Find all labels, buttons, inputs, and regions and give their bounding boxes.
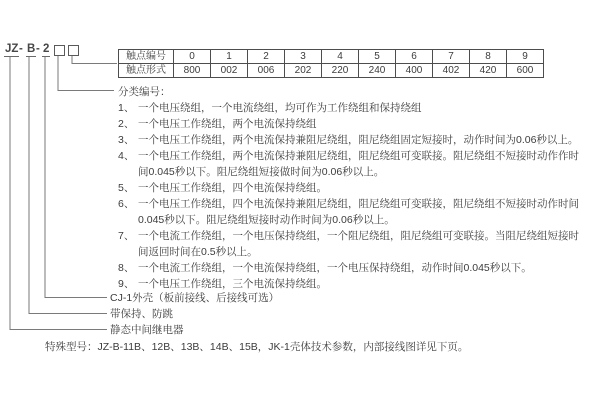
item-text: 0.045秒以下。阻尼绕组短接时动作时间为0.06秒以上。 [138,214,395,226]
item-marker [118,244,138,260]
contact-form-label: 触点形式 [119,64,174,78]
leader-retain [29,57,107,314]
label-retain-antipump: 带保持、防跳 [110,308,173,320]
contact-number-cell: 3 [285,50,322,64]
classification-item [118,180,596,196]
classification-item [118,228,596,244]
item-text: 一个电压工作绕组，四个电流保持绕组。 [138,182,327,194]
item-marker: 1、 [118,102,135,114]
contact-form-cell: 600 [507,64,544,78]
label-static-relay: 静态中间继电器 [110,324,184,336]
classification-item-continuation [118,164,596,180]
contact-form-cell: 002 [211,64,248,78]
model-code-separator: - [36,43,40,55]
contact-form-cell: 402 [433,64,470,78]
item-marker: 4、 [118,150,135,162]
item-marker: 7、 [118,230,135,242]
classification-item [118,148,596,164]
item-text: 一个电压工作绕组，两个电流保持绕组 [138,118,317,130]
item-marker: 5、 [118,182,135,194]
leader-relay [10,57,107,330]
leader-contact-table [72,56,117,64]
contact-form-cell: 800 [174,64,211,78]
contact-number-cell: 4 [322,50,359,64]
contact-form-cell: 400 [396,64,433,78]
classification-item-continuation [118,244,596,260]
contact-number-cell: 5 [359,50,396,64]
contact-number-cell: 2 [248,50,285,64]
item-text: 一个电压工作绕组，两个电流保持兼阻尼绕组，阻尼绕组固定短接时，动作时间为0.06秒以上。 [138,134,579,146]
item-marker [118,212,138,228]
classification-item [118,116,596,132]
contact-form-cell: 220 [322,64,359,78]
item-text: 一个电压绕组，一个电流绕组，均可作为工作绕组和保持绕组 [138,102,422,114]
classification-heading-text: 分类编号： [118,86,171,98]
item-text: 一个电压工作绕组，四个电流保持兼阻尼绕组，阻尼绕组可变联接，阻尼绕组不短接时动作时间 [138,198,579,210]
classification-code-box [54,45,65,56]
contact-number-cell: 0 [174,50,211,64]
classification-item [118,260,596,276]
label-cj-case: CJ-1外壳（板前接线、后接线可选） [110,292,280,304]
classification-item [118,276,596,292]
item-text: 间0.045秒以下。阻尼绕组短接做时间为0.06秒以上。 [138,166,385,178]
model-code-series: B [27,43,36,55]
classification-item-continuation [118,212,596,228]
item-marker: 3、 [118,134,135,146]
contact-number-cell: 6 [396,50,433,64]
contact-number-cell: 8 [470,50,507,64]
contact-form-cell: 202 [285,64,322,78]
item-text: 一个电流工作绕组，一个电压保持绕组，一个阻尼绕组，阻尼绕组可变联接。当阻尼绕组短接时 [138,230,579,242]
contact-number-row [119,50,544,64]
item-text: 一个电压工作绕组，两个电流保持兼阻尼绕组，阻尼绕组可变联接。阻尼绕组不短接时动作作时 [138,150,579,162]
contact-number-cell: 9 [507,50,544,64]
contact-number-cell: 7 [433,50,470,64]
leader-cj-case [45,57,107,298]
contact-form-cell: 006 [248,64,285,78]
item-marker: 9、 [118,278,135,290]
contact-number-label: 触点编号 [119,50,174,64]
contact-table [118,49,544,78]
leader-classification [58,56,114,91]
classification-heading [118,84,596,100]
special-models-note: 特殊型号：JZ-B-11B、12B、13B、14B、15B，JK-1壳体技术参数，内部接线图详见下页。 [45,341,469,353]
model-code-separator: - [19,43,23,55]
classification-list [118,84,596,292]
contact-number-cell: 1 [211,50,248,64]
contact-form-cell: 420 [470,64,507,78]
item-text: 一个电流工作绕组，一个电流保持绕组，一个电压保持绕组，动作时间0.045秒以下。 [138,262,532,274]
contact-form-cell: 240 [359,64,396,78]
classification-item [118,100,596,116]
item-text: 间返回时间在0.5秒以上。 [138,246,258,258]
model-code-prefix: JZ [5,43,19,55]
item-marker: 6、 [118,198,135,210]
item-marker: 2、 [118,118,135,130]
item-marker: 8、 [118,262,135,274]
classification-item [118,196,596,212]
item-marker [118,164,138,180]
contact-form-row [119,64,544,78]
model-code-design: 2 [43,43,50,55]
classification-item [118,132,596,148]
item-text: 一个电压工作绕组，三个电流保持绕组。 [138,278,327,290]
contact-code-box [68,45,79,56]
